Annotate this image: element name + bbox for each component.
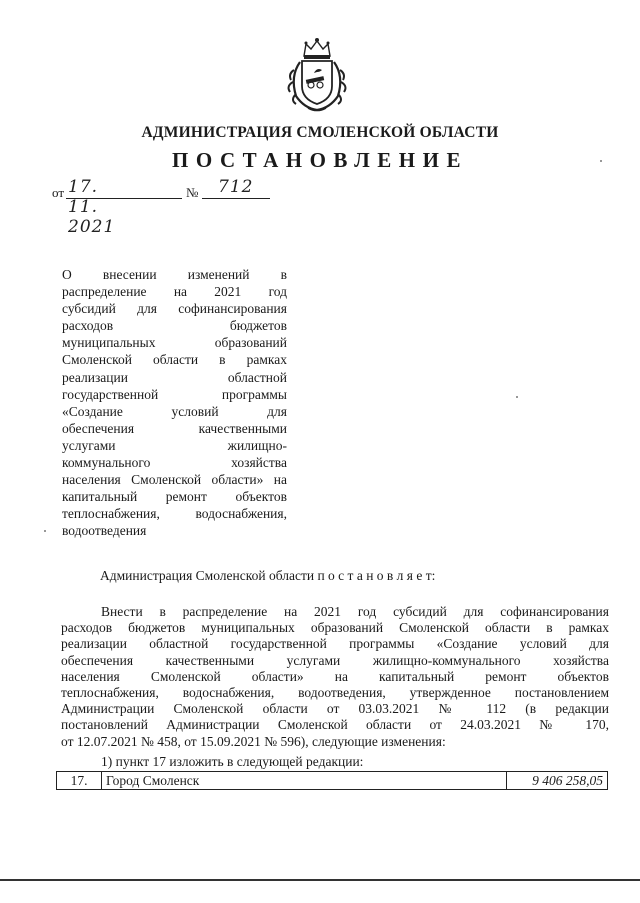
document-type-heading: ПОСТАНОВЛЕНИЕ xyxy=(172,148,468,172)
subject-line: коммунального хозяйства xyxy=(62,455,287,471)
scan-speck xyxy=(516,396,518,398)
body-line: постановлений Администрации Смоленской области от 24.03.2021 № 170, xyxy=(61,717,609,733)
subject-line: Смоленской области в рамках xyxy=(62,352,287,368)
date-from-label: от xyxy=(52,185,65,200)
coat-of-arms-icon xyxy=(282,36,352,114)
number-underline xyxy=(202,198,270,199)
table-row xyxy=(57,772,608,790)
body-line: населения Смоленской области» на капитальный ремонт объектов xyxy=(61,668,609,684)
number-label: № xyxy=(186,185,199,200)
body-line: от 12.07.2021 № 458, от 15.09.2021 № 596), следующие изменения: xyxy=(61,733,446,749)
subject-line: государственной программы xyxy=(62,386,287,402)
handwritten-date: 17. 11. 2021 xyxy=(68,177,116,237)
subject-line: обеспечения качественными xyxy=(62,420,287,436)
organization-title: АДМИНИСТРАЦИЯ СМОЛЕНСКОЙ ОБЛАСТИ xyxy=(141,124,499,141)
body-line: реализации областной государственной программы «Создание условий для xyxy=(61,636,609,652)
scan-edge-line xyxy=(0,879,640,881)
subject-line: услугами жилищно- xyxy=(62,437,287,453)
municipality-cell: Город Смоленск xyxy=(102,772,507,790)
body-line: Внести в распределение на 2021 год субсидий для софинансирования xyxy=(101,604,609,619)
subject-line: реализации областной xyxy=(62,369,287,385)
subject-line: О внесении изменений в xyxy=(62,267,287,282)
handwritten-number: 712 xyxy=(218,177,254,197)
decree-body xyxy=(61,604,609,750)
amount-cell: 9 406 258,05 xyxy=(507,772,608,790)
subject-line: «Создание условий для xyxy=(62,403,287,419)
subject-line: капитальный ремонт объектов xyxy=(62,489,287,505)
body-line: Администрации Смоленской области от 03.03.2021 № 112 (в редакции xyxy=(61,701,609,717)
body-line: обеспечения качественными услугами жилищно-коммунального хозяйства xyxy=(61,652,609,668)
subsidy-table xyxy=(56,771,608,790)
subject-line: водоотведения xyxy=(62,523,147,539)
subject-line: субсидий для софинансирования xyxy=(62,301,287,317)
body-line: теплоснабжения, водоснабжения, водоотведения, утвержденное постановлением xyxy=(61,684,609,700)
subject-line: распределение на 2021 год xyxy=(62,284,287,300)
scan-speck xyxy=(44,530,46,532)
decree-intro: Администрация Смоленской области п о с т а н о в л я е т: xyxy=(100,568,436,583)
subject-line: муниципальных образований xyxy=(62,335,287,351)
subject-line: теплоснабжения, водоснабжения, xyxy=(62,506,287,522)
subject-block xyxy=(62,266,287,540)
body-line: расходов бюджетов муниципальных образований Смоленской области в рамках xyxy=(61,620,609,636)
subject-line: населения Смоленской области» на xyxy=(62,472,287,488)
subject-line: расходов бюджетов xyxy=(62,318,287,334)
row-number-cell: 17. xyxy=(57,772,102,790)
amendment-item: 1) пункт 17 изложить в следующей редакции: xyxy=(101,754,364,769)
scan-speck xyxy=(600,160,602,162)
